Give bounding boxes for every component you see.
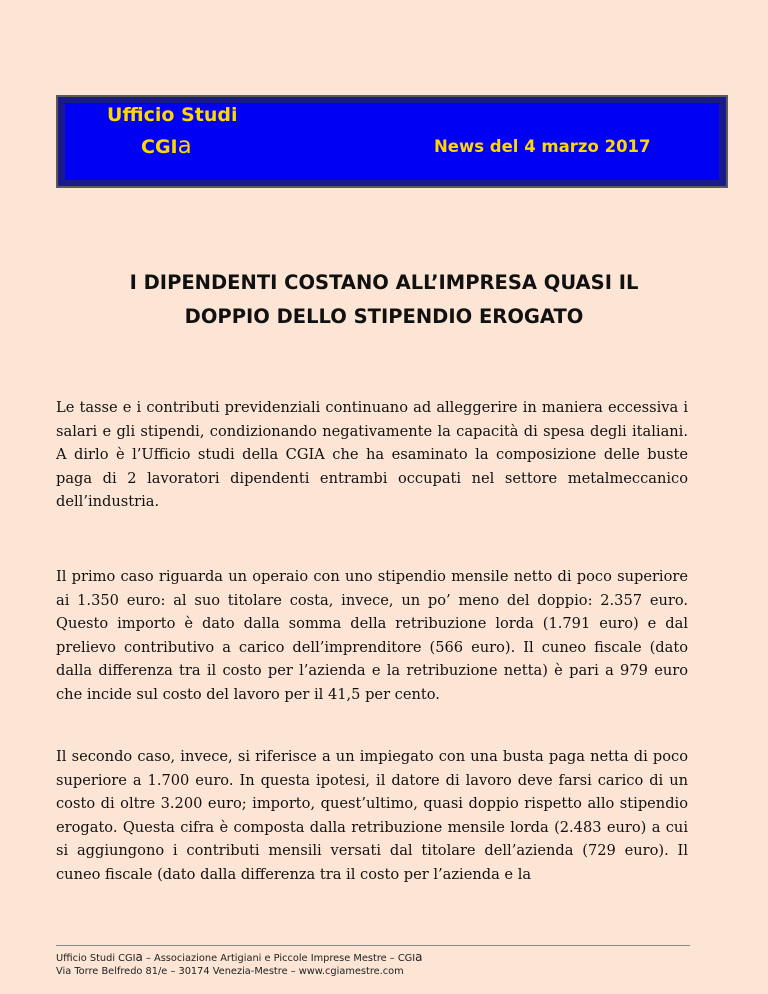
- cgia-logo: [141, 133, 192, 159]
- footer-org-part: – Associazione Artigiani e Piccole Imprese Mestre – CGI: [142, 953, 416, 964]
- paragraph-first-case: Il primo caso riguarda un operaio con uno stipendio mensile netto di poco superiore ai 1.350 euro: al suo titolare costa, invece, un po’ meno del doppio: 2.357 euro. Questo importo è dato dalla somma della retribuzione lorda (1.791 euro) e dal prelievo contributivo a carico dell’imprenditore (566 euro). Il cuneo fiscale (dato dalla differenza tra il costo per l’azienda e la retribuzione netta) è pari a 979 euro che incide sul costo del lavoro per il 41,5 per cento.: [56, 568, 688, 703]
- header-banner: [56, 95, 728, 188]
- footer-address: Via Torre Belfredo 81/e – 30174 Venezia-Mestre – www.cgiamestre.com: [56, 966, 404, 977]
- footer-org-a: a: [415, 950, 423, 964]
- news-date: News del 4 marzo 2017: [434, 137, 651, 156]
- footer-org-a: a: [135, 950, 143, 964]
- cgia-logo-a: a: [177, 133, 192, 159]
- office-name: Ufficio Studi: [107, 104, 238, 126]
- paragraph-second-case: Il secondo caso, invece, si riferisce a un impiegato con una busta paga netta di poco superiore a 1.700 euro. In questa ipotesi, il datore di lavoro deve farsi carico di un costo di oltre 3.200 euro; importo, quest’ultimo, quasi doppio rispetto allo stipendio erogato. Questa cifra è composta dalla retribuzione mensile lorda (2.483 euro) a cui si aggiungono i contributi mensili versati dal titolare dell’azienda (729 euro). Il cuneo fiscale (dato dalla differenza tra il costo per l’azienda e la: [56, 748, 688, 883]
- title-line-2: DOPPIO DELLO STIPENDIO EROGATO: [184, 305, 584, 328]
- footer-organization: [56, 950, 423, 964]
- paragraph-intro: Le tasse e i contributi previdenziali continuano ad alleggerire in maniera eccessiva i salari e gli stipendi, condizionando negativamente la capacità di spesa degli italiani. A dirlo è l’Ufficio studi della CGIA che ha esaminato la composizione delle buste paga di 2 lavoratori dipendenti entrambi occupati nel settore metalmeccanico dell’industria.: [56, 399, 688, 511]
- article-title: [0, 266, 768, 334]
- cgia-logo-caps: CGI: [141, 136, 178, 158]
- footer-org-part: Ufficio Studi CGI: [56, 953, 136, 964]
- header-banner-inner: [65, 103, 719, 180]
- title-line-1: I DIPENDENTI COSTANO ALL’IMPRESA QUASI IL: [129, 271, 639, 294]
- footer-divider: [56, 945, 690, 946]
